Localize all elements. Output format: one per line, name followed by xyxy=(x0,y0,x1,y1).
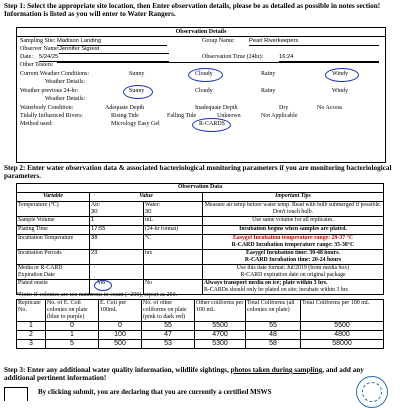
selection-circle xyxy=(188,68,223,82)
ecoli-per-100-cell[interactable]: 100 xyxy=(99,331,142,340)
waterbody-label: Waterbody Condition: xyxy=(20,105,74,111)
step2-instructions xyxy=(4,164,396,180)
tip-incubation-temp-easygel: Easygel Incubation temperature range: 29-37 °C xyxy=(232,235,354,241)
tip-plated-onsite-transport: Always transport media on ice; plate within 3 hrs. xyxy=(204,280,328,286)
sample-volume-unit: mL xyxy=(143,217,202,226)
tidal-not-applicable[interactable]: Not Applicable xyxy=(261,113,298,119)
tip-incubation-temp xyxy=(203,235,384,250)
plating-time-format: (24-hr format) xyxy=(143,226,202,235)
observation-data-title: Observation Data xyxy=(17,184,384,193)
time-label: Observation Time (24hr): xyxy=(202,54,264,60)
var-incubation-period: Incubation Periods xyxy=(17,250,90,265)
table-row xyxy=(17,340,384,349)
incubation-temp-unit: °C xyxy=(143,235,202,250)
var-sample-volume: Sample Volume xyxy=(17,217,90,226)
other-per-100-cell[interactable]: 5500 xyxy=(195,322,246,331)
incubation-period-unit: hrs xyxy=(143,250,202,265)
observation-data-table xyxy=(16,183,384,295)
method-micrology[interactable]: Micrology Easy Gel xyxy=(111,121,160,127)
other-per-100-cell[interactable]: 4700 xyxy=(195,331,246,340)
tip-expiration-date-format: Use this date format: Jul/2019 (from media box) xyxy=(236,265,350,271)
step3-photos: photos taken during sampling xyxy=(230,366,323,374)
weather-details-label-2: Weather Details: xyxy=(45,96,85,102)
col-ecoli-colonies: No. of E. Coli colonies on plate (blue to purple) xyxy=(46,300,99,322)
air-label: Air: xyxy=(91,202,101,208)
step2-text: Enter water observation data & associated bacteriological monitoring parameters if you are monitoring bacteriological parameters. xyxy=(4,164,392,181)
table-row xyxy=(17,331,384,340)
ecoli-colonies-cell[interactable]: 1 xyxy=(46,331,99,340)
water-label: Water: xyxy=(144,202,161,208)
selection-circle xyxy=(94,280,112,291)
prev-weather-cloudy[interactable]: Cloudy xyxy=(195,88,213,94)
total-coliforms-cell[interactable]: 58 xyxy=(246,340,301,349)
tip-sample-volume: Use same volume for all replicates. xyxy=(203,217,384,226)
tip-incubation-period-easygel: Easygel Incubation time: 30-48 hours. xyxy=(246,250,340,256)
step3-text2: , and add any additional pertinent information! xyxy=(4,366,364,383)
tidal-falling[interactable]: Falling Tide xyxy=(167,113,197,119)
current-weather-sunny[interactable]: Sunny xyxy=(129,71,145,77)
air-temp-value: 30 xyxy=(91,209,98,215)
msws-seal-logo xyxy=(356,376,388,408)
var-plating-time: Plating Time xyxy=(17,226,90,235)
time-field[interactable]: 16:24 xyxy=(279,54,379,62)
var-temperature: Temperature (°C) xyxy=(17,202,90,217)
step3-text1: Enter any additional water quality information, wildlife sightings, xyxy=(27,366,229,374)
observation-details-box xyxy=(16,27,386,163)
plated-onsite-yes-label: Yes xyxy=(97,280,106,286)
prev-weather-label: Weather previous 24-hr: xyxy=(20,88,79,94)
var-plated-onsite: Plated onsite xyxy=(17,280,90,295)
tidal-unknown[interactable]: Unknown xyxy=(217,113,241,119)
tip-expiration-date-rcard: R-CARD expiration date on original package xyxy=(240,272,346,278)
current-weather-rainy[interactable]: Rainy xyxy=(261,71,276,77)
replicate-number: 2 xyxy=(17,331,46,340)
acknowledge-text: By clicking submit, you are declaring that you are currently a certified MSWS xyxy=(38,388,272,396)
waterbody-dry[interactable]: Dry xyxy=(279,105,289,111)
selection-circle xyxy=(325,68,359,82)
step3-instructions xyxy=(4,366,396,382)
waterbody-inadequate[interactable]: Inadequate Depth xyxy=(195,105,238,111)
sample-volume-value[interactable]: 1 xyxy=(90,217,144,226)
plating-time-value[interactable]: 17:55 xyxy=(90,226,144,235)
table-row xyxy=(17,322,384,331)
col-variable: Variable xyxy=(17,193,90,202)
colonies-note: *Note: If colonies are too numerous to count (>200), report as 250. xyxy=(16,292,178,298)
testers-field[interactable] xyxy=(57,62,379,63)
step2-prefix: Step 2: xyxy=(4,164,26,172)
waterbody-adequate[interactable]: Adequate Depth xyxy=(105,105,145,111)
testers-label: Other Testers: xyxy=(20,62,54,68)
tip-expiration-date xyxy=(203,265,384,280)
ecoli-colonies-cell[interactable]: 0 xyxy=(46,322,99,331)
replicate-number: 1 xyxy=(17,322,46,331)
colony-count-table xyxy=(16,299,384,349)
ecoli-per-100-cell[interactable]: 500 xyxy=(99,340,142,349)
waterbody-no-access[interactable]: No Access xyxy=(317,105,343,111)
observer-field[interactable]: Jennifer Sigrest xyxy=(59,46,169,54)
step1-text: Select the appropriate site location, then Enter observation details, please be as detailed as possible in notes section! Information is listed as you will enter to Water Rangers. xyxy=(4,2,381,19)
ecoli-colonies-cell[interactable]: 5 xyxy=(46,340,99,349)
col-replicate: Replicate No. xyxy=(17,300,46,322)
col-other-coliforms: No. of other coliforms on plate (pink to dark red) xyxy=(142,300,195,322)
tidal-label: Tidally Influenced Rivers: xyxy=(20,113,84,119)
selection-circle xyxy=(192,118,231,132)
tidal-rising[interactable]: Rising Tide xyxy=(111,113,139,119)
col-tips: Important Tips xyxy=(203,193,384,202)
col-other-per-100: Other coliforms per 100 mL xyxy=(195,300,246,322)
acknowledge-checkbox[interactable] xyxy=(4,387,28,401)
date-field[interactable]: 5/24/25 xyxy=(39,54,169,62)
prev-weather-windy[interactable]: Windy xyxy=(332,88,349,94)
tip-temperature: Measure air temp before water temp. Read with bulb submerged if possible. Don't touch bulb. xyxy=(203,202,384,217)
replicate-number: 3 xyxy=(17,340,46,349)
expiration-date-value[interactable] xyxy=(90,265,144,280)
air-temp-cell[interactable] xyxy=(90,202,144,217)
expiration-date-extra[interactable] xyxy=(143,265,202,280)
total-per-100-cell[interactable]: 5500 xyxy=(301,322,384,331)
prev-weather-sunny[interactable]: Sunny xyxy=(129,88,145,94)
current-weather-cloudy[interactable]: Cloudy xyxy=(195,71,213,77)
other-coliforms-cell[interactable]: 53 xyxy=(142,340,195,349)
step3-prefix: Step 3: xyxy=(4,366,26,374)
col-ecoli-per-100: E. Coli per 100mL xyxy=(99,300,142,322)
other-coliforms-cell[interactable]: 47 xyxy=(142,331,195,340)
method-rcards[interactable]: R-CARDS xyxy=(199,121,226,127)
tip-plated-onsite-rcard: R-CARDs should only be plated on site; incubate within 3 hrs xyxy=(204,287,348,293)
group-label: Group Name: xyxy=(202,38,235,44)
incubation-temp-value[interactable]: 38 xyxy=(90,235,144,250)
tip-plated-onsite xyxy=(203,280,384,295)
var-expiration-date: Media or R-CARD Expiration Date xyxy=(17,265,90,280)
site-label: Sampling Site: xyxy=(20,38,56,44)
weather-details-label: Weather Details: xyxy=(45,79,85,85)
tip-incubation-period xyxy=(203,250,384,265)
observer-label: Observer Name: xyxy=(20,46,60,52)
col-total-per-100: Total Coliforms per 100 mL xyxy=(301,300,384,322)
seal-inner-ring xyxy=(362,382,382,402)
group-field[interactable]: Pearl Riverkeepers xyxy=(249,38,379,46)
tip-incubation-temp-rcard: R-CARD Incubation temperature range: 35-38°C xyxy=(231,242,355,248)
tip-plating-time: Incubation begins when samples are plated. xyxy=(203,226,384,235)
current-weather-windy[interactable]: Windy xyxy=(332,71,349,77)
prev-weather-rainy[interactable]: Rainy xyxy=(261,88,276,94)
col-total-coliforms: Total Coliforms (all colonies on plate) xyxy=(246,300,301,322)
water-temp-value: 30 xyxy=(144,209,152,215)
plated-onsite-no[interactable]: No xyxy=(143,280,202,295)
ecoli-per-100-cell[interactable]: 0 xyxy=(99,322,142,331)
total-per-100-cell[interactable]: 4800 xyxy=(301,331,384,340)
var-incubation-temp: Incubation Temperature xyxy=(17,235,90,250)
step1-instructions xyxy=(4,2,396,18)
total-coliforms-cell[interactable]: 48 xyxy=(246,331,301,340)
selection-circle xyxy=(123,85,153,99)
method-label: Method used: xyxy=(20,121,53,127)
tip-incubation-period-rcard: R-CARD Incubation time: 20-24 hours xyxy=(244,257,342,263)
incubation-period-value[interactable]: 23 xyxy=(90,250,144,265)
observation-details-title: Observation Details xyxy=(17,28,385,37)
col-value: Value xyxy=(90,193,203,202)
total-coliforms-cell[interactable]: 55 xyxy=(246,322,301,331)
other-coliforms-cell[interactable]: 55 xyxy=(142,322,195,331)
current-weather-label: Current Weather Conditions: xyxy=(20,71,90,77)
water-temp-cell[interactable] xyxy=(143,202,202,217)
step1-prefix: Step 1: xyxy=(4,2,26,10)
total-per-100-cell[interactable]: 58000 xyxy=(301,340,384,349)
other-per-100-cell[interactable]: 5300 xyxy=(195,340,246,349)
site-field[interactable]: Madison Landing xyxy=(57,38,167,46)
date-label: Date: xyxy=(20,54,33,60)
